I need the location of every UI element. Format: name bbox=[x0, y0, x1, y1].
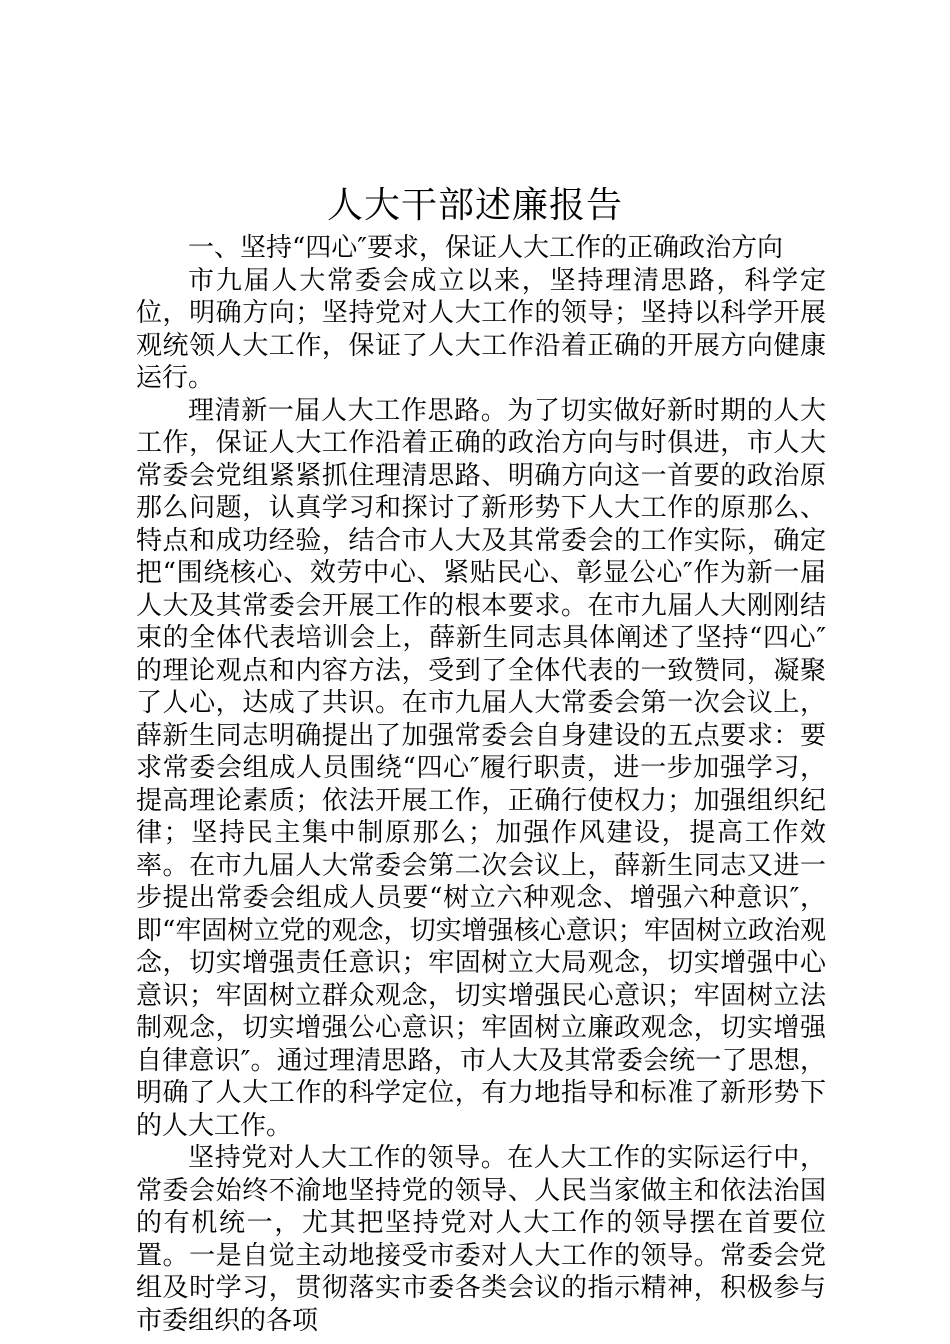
document-body bbox=[136, 232, 826, 1337]
paragraph: 市九届人大常委会成立以来，坚持理清思路，科学定位，明确方向；坚持党对人大工作的领导；坚持以科学开展观统领人大工作，保证了人大工作沿着正确的开展方向健康运行。 bbox=[136, 265, 826, 393]
section-heading: 一、坚持“四心″要求，保证人大工作的正确政治方向 bbox=[188, 233, 784, 263]
paragraph: 理清新一届人大工作思路。为了切实做好新时期的人大工作，保证人大工作沿着正确的政治方向与时俱进，市人大常委会党组紧紧抓住理清思路、明确方向这一首要的政治原那么问题，认真学习和探讨了新形势下人大工作的原那么、特点和成功经验，结合市人大及其常委会的工作实际，确定把“围绕核心、效劳中心、紧贴民心、彰显公心″作为新一届人大及其常委会开展工作的根本要求。在市九届人大刚刚结束的全体代表培训会上，薛新生同志具体阐述了坚持“四心″的理论观点和内容方法，受到了全体代表的一致赞同，凝聚了人心，达成了共识。在市九届人大常委会第一次会议上，薛新生同志明确提出了加强常委会自身建设的五点要求：要求常委会组成人员围绕“四心″履行职责，进一步加强学习，提高理论素质；依法开展工作，正确行使权力；加强组织纪律；坚持民主集中制原那么；加强作风建设，提高工作效率。在市九届人大常委会第二次会议上，薛新生同志又进一步提出常委会组成人员要“树立六种观念、增强六种意识″，即“牢固树立党的观念，切实增强核心意识；牢固树立政治观念，切实增强责任意识；牢固树立大局观念，切实增强中心意识；牢固树立群众观念，切实增强民心意识；牢固树立法制观念，切实增强公心意识；牢固树立廉政观念，切实增强自律意识″。通过理清思路，市人大及其常委会统一了思想，明确了人大工作的科学定位，有力地指导和标准了新形势下的人大工作。 bbox=[136, 395, 826, 1141]
paragraph: 坚持党对人大工作的领导。在人大工作的实际运行中，常委会始终不渝地坚持党的领导、人民当家做主和依法治国的有机统一，尤其把坚持党对人大工作的领导摆在首要位置。一是自觉主动地接受市委对人大工作的领导。常委会党组及时学习，贯彻落实市委各类会议的指示精神，积极参与市委组织的各项 bbox=[136, 1143, 826, 1336]
document-title: 人大干部述廉报告 bbox=[326, 185, 623, 226]
